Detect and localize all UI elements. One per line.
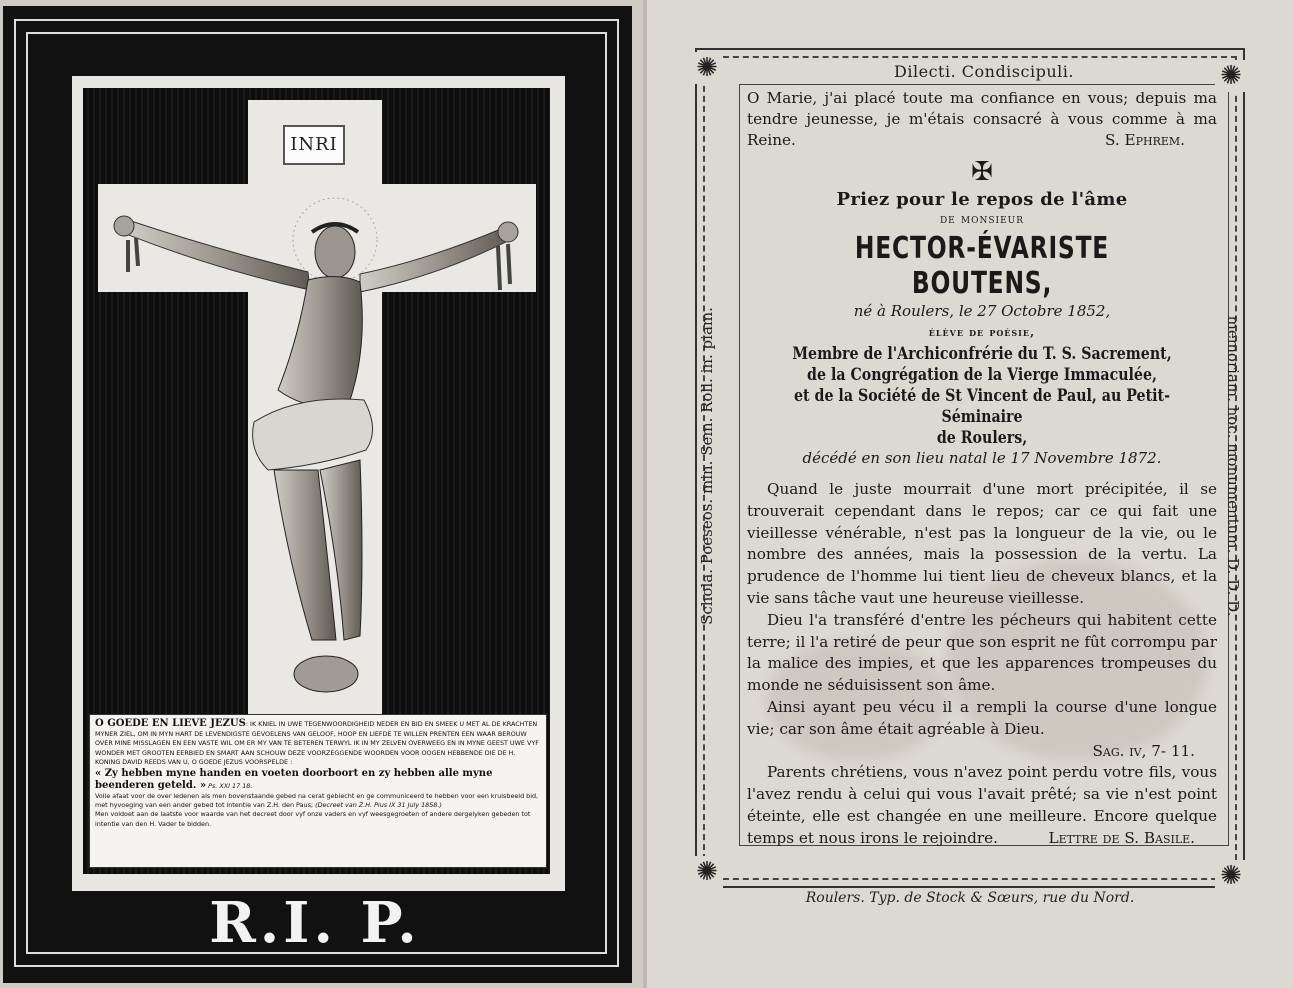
membership-line-1: Membre de l'Archiconfrérie du T. S. Sacrement, — [792, 344, 1172, 363]
passage-paragraph: Dieu l'a transféré d'entre les pécheurs qui habitent cette terre; il l'a retiré de peur que son esprit ne fût corrompu par la malice des impies, et que les apparences trompeuses du monde ne séduisissent son âme. — [747, 610, 1217, 695]
card-fold — [643, 0, 647, 988]
memorial-image-panel — [0, 0, 645, 988]
student-line: élève de poésie, — [928, 325, 1036, 339]
letter-reference: Lettre de S. Basile. — [1048, 828, 1195, 847]
prayer-opening: O GOEDE EN LIEVE JEZUS — [95, 718, 246, 729]
inri-plaque: INRI — [283, 125, 345, 165]
crucifix-figure-illustration — [98, 180, 536, 700]
prayer-body: : IK KNIEL IN UWE TEGENWOORDIGHEID NEDER EN BID EN SMEEK U MET AL DE KRACHTEN MYNER ZIEL, OM IN MYN HART DE LEVENDIGSTE GEVOELENS VAN GELOOF, HOOP EN LIEFDE TE WILLEN PRENTEN EEN WAAR BEROUW OVER MINE MISSLAGEN EN EEN VASTE WIL OM ER MY VAN TE BETEREN TERWYL IK IN MY ZELVEN OVERWEEG EN IN MYNE GEEST UWE VYF WONDER MET GROOTEN EERBIED EN SMART AAN SCHOUW DEZE VOORZEGGENDE WOORDEN VOOR OOGEN HEBBENDE DIE DE H. KONING DAVID REEDS VAN U, O GOEDE JEZUS VOORSPELDE : — [95, 720, 539, 767]
passage-paragraph: Parents chrétiens, vous n'avez point perdu votre fils, vous l'avez rendu à celui qui vous l'avait prêté; sa vie n'est point éteinte, elle est changée en une meilleure. Encore quelque temps et nous irons le rejoindre. — [747, 763, 1217, 847]
deceased-name: HECTOR-ÉVARISTE BOUTENS, — [854, 231, 1110, 301]
membership-line-4: de Roulers, — [936, 428, 1028, 447]
indulgence-note: Men voldoet aan de laatste voor waarde van het decreet door vyf onze vaders en vyf weesgegroeten of andere dergelyken gebeden tot intentie van den H. Vader te bidden. — [95, 810, 531, 828]
death-line: décédé en son lieu natal le 17 Novembre 1872. — [802, 449, 1162, 467]
title-monsieur: de monsieur — [939, 212, 1025, 227]
passage-paragraph: Quand le juste mourrait d'une mort précipitée, il se trouverait cependant dans le repos; car ce qui fait une vieillesse vénérable, n'est pas la longueur de la vie, ou le nombre des années, mais la possession de la vertu. La prudence de l'homme lui tient lieu de cheveux blancs, et la vie sans tâche vaut une heureuse vieillesse. — [747, 480, 1217, 607]
psalm-quote: « Zy hebben myne handen en voeten doorboort en zy hebben alle myne beenderen geteld. » — [95, 767, 493, 791]
decree-reference: (Decreet van Z.H. Pius IX 31 July 1858.) — [315, 801, 442, 810]
indulgence-conditions: Volle afaat voor de over ledenen als men bovenstaande gebed na cerat gebiecht en ge communiceerd te hebben voor een kruisbeeld bid, met hyvoeging van een ander gebed tot intentie van Z.H. den Paus; — [95, 791, 539, 810]
right-side-dedication: memoriam. hoc. monumentum. D. D. D. — [1224, 315, 1242, 617]
printer-imprint: Roulers. Typ. de Stock & Sœurs, rue du Nord. — [805, 890, 1135, 906]
corner-ornament-icon: ✺ — [1215, 860, 1247, 892]
epigraph — [747, 88, 1217, 151]
rip-heading: R.I. P. — [209, 890, 421, 956]
epigraph-author: S. Ephrem. — [1104, 131, 1185, 149]
cross-icon: ✠ — [971, 157, 993, 187]
scripture-reference: Sag. iv, 7- 11. — [1092, 741, 1195, 760]
top-dedication: Dilecti. Condiscipuli. — [894, 62, 1074, 81]
corner-ornament-icon: ✺ — [1215, 60, 1247, 92]
corner-ornament-icon: ✺ — [691, 52, 723, 84]
memorial-content — [747, 88, 1217, 850]
membership-line-3: et de la Société de St Vincent de Paul, au Petit-Séminaire — [794, 386, 1170, 426]
scripture-passage — [747, 479, 1217, 850]
indulgence-prayer-text — [89, 714, 547, 868]
left-side-dedication: Schola. Poeseos. min. Sem. Roll. in. piam. — [698, 307, 716, 625]
psalm-reference: Ps. XXI 17 18. — [208, 781, 253, 790]
prayer-request: Priez pour le repos de l'âme — [836, 189, 1128, 210]
memorial-text-panel — [647, 0, 1293, 988]
birth-line: né à Roulers, le 27 Octobre 1852, — [853, 302, 1111, 320]
passage-paragraph: Ainsi ayant peu vécu il a rempli la course d'une longue vie; car son âme était agréable à Dieu. — [747, 697, 1217, 738]
corner-ornament-icon: ✺ — [691, 856, 723, 888]
membership-line-2: de la Congrégation de la Vierge Immaculée, — [807, 365, 1157, 384]
epigraph-text: O Marie, j'ai placé toute ma confiance en vous; depuis ma tendre jeunesse, je m'étais consacré à vous comme à ma Reine. — [747, 89, 1217, 149]
